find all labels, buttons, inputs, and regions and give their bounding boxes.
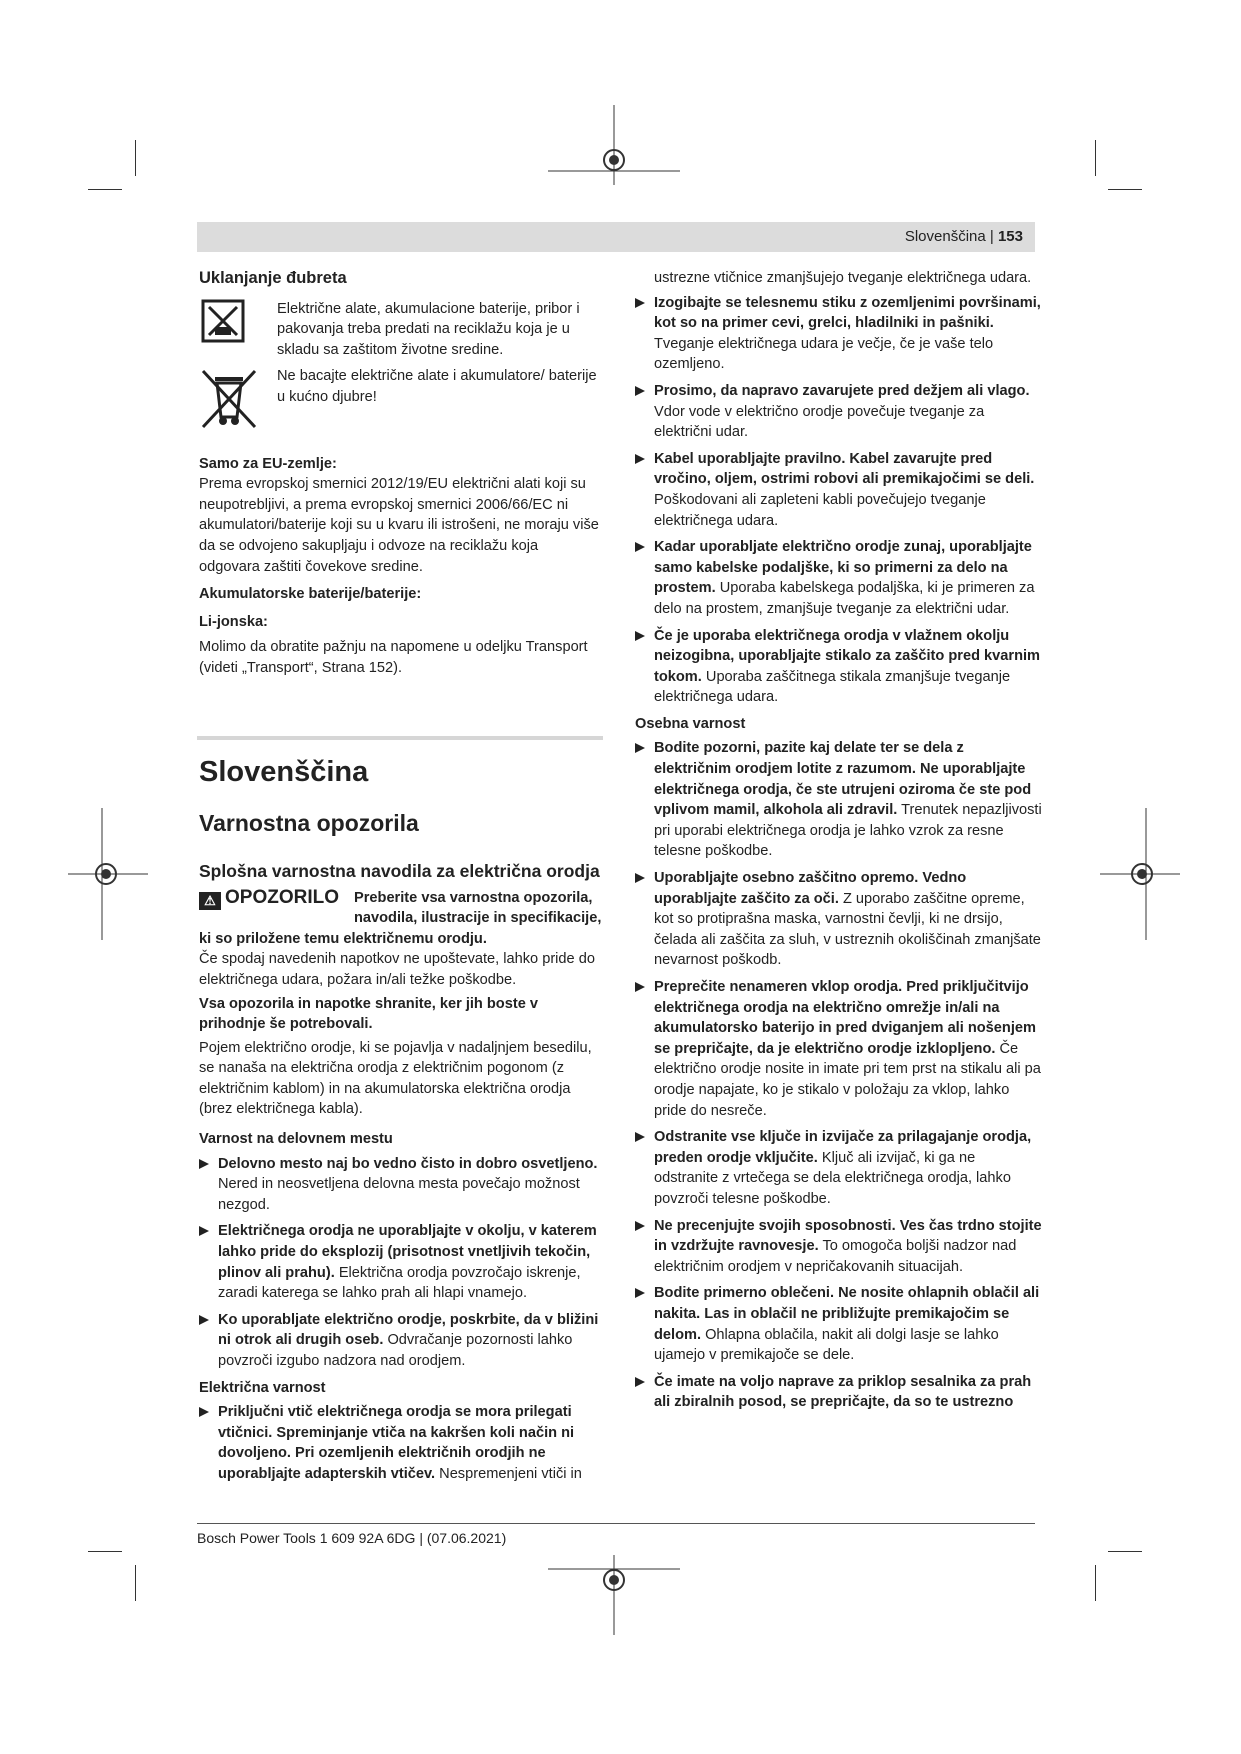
list-item: Bodite primerno oblečeni. Ne nosite ohlapnih oblačil ali nakita. Las in oblačil ne približujte premikajočim se delom. Ohlapna oblačila, nakit ali dolgi lasje se lahko ujamejo v premikajoče se dele. [635, 1283, 1043, 1365]
eu-text: Prema evropskoj smernici 2012/19/EU električni alati koji su neupotrebljivi, a prema evropskoj smernici 2006/66/EC ni akumulatori/baterije koji su u kvaru ili istrošeni, ne moraju više da se odvojeno sakupljaju i odvoze na reciklažu koja odgovara zaštiti čovekove sredine. [199, 476, 599, 575]
work-list [199, 1154, 603, 1372]
list-item: Električnega orodja ne uporabljajte v okolju, v katerem lahko pride do eksplozij (prisotnost vnetljivih tekočin, plinov ali prahu). Električna orodja povzročajo iskrenje, zaradi katerega se lahko prah ali hlapi vnamejo. [199, 1221, 603, 1303]
registration-mark-icon [548, 105, 680, 185]
eu-title: Samo za EU-zemlje: [199, 455, 337, 472]
bullet-icon [635, 631, 645, 641]
bullet-icon [199, 1315, 209, 1325]
bullet-icon [635, 1132, 645, 1142]
list-item: Preprečite nenameren vklop orodja. Pred priključitvijo električnega orodja na električno omrežje in/ali na akumulatorsko baterijo in pred dviganjem ali nošenjem se prepričajte, da je električno orodje izklopljeno. Če električno orodje nosite in imate pri tem prst na stikalu ali pa orodje napajate, ko je stikalo v položaju za vklop, lahko pride do nesreče. [635, 977, 1043, 1121]
battery-title: Akumulatorske baterije/baterije: [199, 586, 422, 603]
warning-bold: ⚠ OPOZORILO Preberite vsa varnostna opozorila, navodila, ilustracije in specifikacije, ki so priložene temu električnemu orodju. [199, 886, 602, 947]
general-title: Splošna varnostna navodila za električna orodja [199, 860, 600, 881]
bullet-icon [635, 982, 645, 992]
personal-list [635, 738, 1043, 1412]
list-item: Izogibajte se telesnemu stiku z ozemljenimi površinami, kot so na primer cevi, grelci, hladilniki in pašniki. Tveganje električnega udara je večje, če je vaše telo ozemljeno. [635, 293, 1043, 375]
list-item: Ko uporabljate električno orodje, poskrbite, da v bližini ni otrok ali drugih oseb. Odvračanje pozornosti lahko povzroči izgubo nadzora nad orodjem. [199, 1310, 603, 1372]
list-item: Uporabljajte osebno zaščitno opremo. Vedno uporabljajte zaščito za oči. Z uporabo zaščitne opreme, kot so protiprašna maska, varnostni čevlji, ki ne drsijo, čelada ali zaščita za sluh, v ustreznih okoliščinah zmanjšate nevarnost poškodb. [635, 868, 1043, 971]
bullet-icon [635, 386, 645, 396]
header-label: Slovenščina | 153 [904, 228, 1023, 245]
list-item: Če imate na voljo naprave za priklop sesalnika za prah ali zbiralnih posod, se prepričajte, da so te ustrezno [635, 1372, 1043, 1413]
elec-list [635, 293, 1043, 708]
footer-divider [197, 1523, 1035, 1524]
registration-mark-icon [1100, 808, 1180, 940]
disposal-text: Električne alate, akumulacione baterije, pribor i pakovanja treba predati na reciklažu koja je u skladu sa zaštitom životne sredine. [277, 300, 580, 358]
bullet-icon [199, 1226, 209, 1236]
disposal-text: Ne bacajte električne alate i akumulatore/ baterije u kućno djubre! [277, 368, 597, 405]
list-item: Bodite pozorni, pazite kaj delate ter se dela z električnim orodjem lotite z razumom. Ne uporabljajte električnega orodja, če ste utrujeni oziroma če ste pod vplivom mamil, alkohola ali zdravil. Trenutek nepazljivosti pri uporabi električnega orodja je lahko vzrok za resne telesne poškodbe. [635, 738, 1043, 862]
list-item: Če je uporaba električnega orodja v vlažnem okolju neizogibna, uporabljajte stikalo za zaščito pred kvarnim tokom. Uporaba zaščitnega stikala zmanjšuje tveganje električnega udara. [635, 626, 1043, 708]
warning-text: Če spodaj navedenih napotkov ne upoštevate, lahko pride do električnega udara, požara in/ali težke poškodbe. [199, 951, 595, 988]
warning-icon: ⚠ [199, 892, 221, 910]
term-text: Pojem električno orodje, ki se pojavlja v nadaljnjem besedilu, se nanaša na električna orodja z električnim pogonom (z električnim kablom) in na akumulatorska električna orodja (brez električnega kabla). [199, 1039, 592, 1118]
personal-title: Osebna varnost [635, 715, 746, 732]
continued-text: ustrezne vtičnice zmanjšujejo tveganje električnega udara. [654, 270, 1032, 286]
list-item: Kadar uporabljate električno orodje zunaj, uporabljajte samo kabelske podaljške, ki so primerni za delo na prostem. Uporaba kabelskega podaljška, ki je primeren za delo na prostem, zmanjšuje tveganje za električni udar. [635, 537, 1043, 619]
bullet-icon [635, 743, 645, 753]
bullet-icon [635, 454, 645, 464]
safety-title: Varnostna opozorila [199, 809, 419, 836]
recycle-icon [201, 299, 245, 343]
list-item: Priključni vtič električnega orodja se mora prilegati vtičnici. Spreminjanje vtiča na kakršen koli način ni dovoljeno. Pri ozemljenih električnih orodjih ne uporabljajte adapterskih vtičev. Nespremenjeni vtiči in [199, 1402, 603, 1484]
crossed-bin-icon [199, 367, 259, 431]
footer-text: Bosch Power Tools 1 609 92A 6DG | (07.06.2021) [197, 1530, 507, 1546]
list-item: Delovno mesto naj bo vedno čisto in dobro osvetljeno. Nered in neosvetljena delovna mesta povečajo možnost nezgod. [199, 1154, 603, 1216]
list-item: Kabel uporabljajte pravilno. Kabel zavarujte pred vročino, oljem, ostrimi robovi ali premikajočimi se deli. Poškodovani ali zapleteni kabli povečujejo tveganje električnega udara. [635, 449, 1043, 531]
page-number: 153 [997, 228, 1023, 245]
list-item: Ne precenjujte svojih sposobnosti. Ves čas trdno stojite in vzdržujte ravnovesje. To omogoča boljši nadzor nad električnim orodjem v nepričakovanih situacijah. [635, 1216, 1043, 1278]
registration-mark-icon [548, 1555, 680, 1635]
disposal-title: Uklanjanje đubreta [199, 269, 347, 287]
liion-title: Li-jonska: [199, 613, 268, 630]
elec-title: Električna varnost [199, 1379, 326, 1396]
keep-warnings: Vsa opozorila in napotke shranite, ker jih boste v prihodnje še potrebovali. [199, 995, 538, 1033]
bullet-icon [635, 873, 645, 883]
registration-mark-icon [68, 808, 148, 940]
section-divider [197, 736, 603, 740]
work-title: Varnost na delovnem mestu [199, 1131, 393, 1148]
list-item: Prosimo, da napravo zavarujete pred dežjem ali vlago. Vdor vode v električno orodje povečuje tveganje za električni udar. [635, 381, 1043, 443]
bullet-icon [635, 1288, 645, 1298]
left-column [199, 268, 603, 1485]
right-column [635, 268, 1043, 1419]
bullet-icon [635, 1221, 645, 1231]
liion-text: Molimo da obratite pažnju na napomene u odeljku Transport (videti „Transport“, Strana 152). [199, 639, 588, 676]
bullet-icon [199, 1159, 209, 1169]
bullet-icon [635, 1377, 645, 1387]
language-title: Slovenščina [199, 755, 369, 788]
warning-label: ⚠ OPOZORILO [199, 888, 354, 926]
list-item: Odstranite vse ključe in izvijače za prilagajanje orodja, preden orodje vključite. Ključ ali izvijač, ki ga ne odstranite z vrtečega se dela električnega orodja, lahko povzroči telesne poškodbe. [635, 1127, 1043, 1209]
bullet-icon [635, 542, 645, 552]
page-header [197, 222, 1035, 252]
bullet-icon [635, 298, 645, 308]
